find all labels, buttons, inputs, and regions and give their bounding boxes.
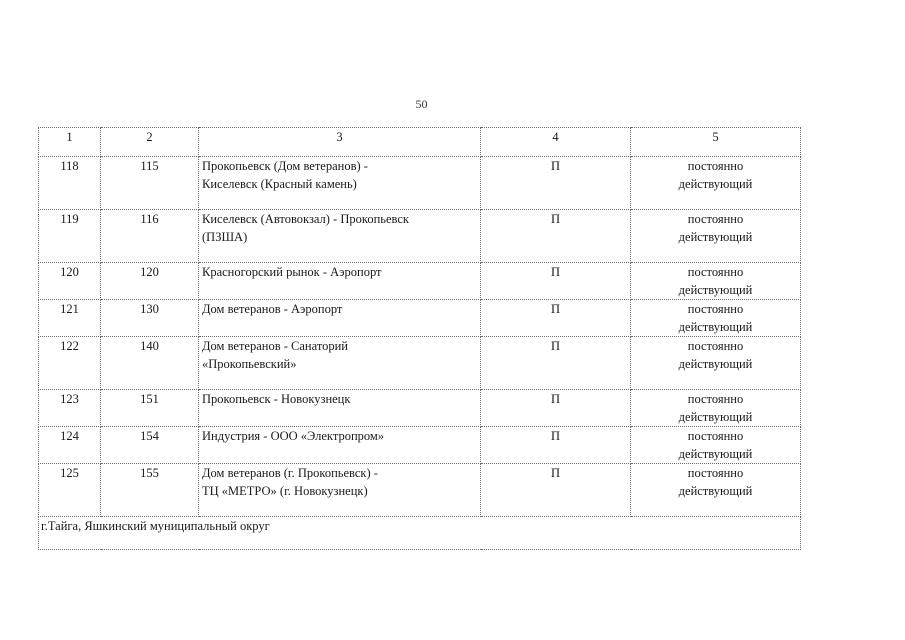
status-line-2: действующий <box>678 320 753 334</box>
route-name-line-1: Дом ветеранов - Аэропорт <box>202 302 343 316</box>
route-name <box>199 157 481 210</box>
route-name-line-1: Киселевск (Автовокзал) - Прокопьевск <box>202 212 409 226</box>
table-row <box>39 210 801 263</box>
table-row <box>39 263 801 300</box>
route-name-line-2: Киселевск (Красный камень) <box>202 177 357 191</box>
route-type: П <box>481 427 631 464</box>
page-number: 50 <box>415 97 428 111</box>
status-line-1: постоянно <box>687 392 744 406</box>
route-status <box>631 390 801 427</box>
route-status <box>631 427 801 464</box>
route-type: П <box>481 300 631 337</box>
column-header-3: 3 <box>199 128 481 157</box>
route-status <box>631 464 801 517</box>
route-number: 140 <box>101 337 199 390</box>
status-line-2: действующий <box>678 230 753 244</box>
route-type: П <box>481 390 631 427</box>
region-label: г.Тайга, Яшкинский муниципальный округ <box>39 517 801 550</box>
row-number: 118 <box>39 157 101 210</box>
route-type: П <box>481 337 631 390</box>
column-header-4: 4 <box>481 128 631 157</box>
route-number: 116 <box>101 210 199 263</box>
table-row <box>39 427 801 464</box>
status-line-1: постоянно <box>687 466 744 480</box>
table-row <box>39 337 801 390</box>
table-row <box>39 300 801 337</box>
status-line-2: действующий <box>678 447 753 461</box>
route-name-line-2: (ПЗША) <box>202 230 248 244</box>
route-type: П <box>481 210 631 263</box>
table-row <box>39 157 801 210</box>
route-number: 155 <box>101 464 199 517</box>
status-line-2: действующий <box>678 177 753 191</box>
route-name <box>199 337 481 390</box>
route-name <box>199 263 481 300</box>
route-status <box>631 337 801 390</box>
status-line-2: действующий <box>678 484 753 498</box>
route-number: 120 <box>101 263 199 300</box>
table-row <box>39 464 801 517</box>
status-line-1: постоянно <box>687 265 744 279</box>
route-name <box>199 210 481 263</box>
status-line-1: постоянно <box>687 212 744 226</box>
row-number: 119 <box>39 210 101 263</box>
route-name-line-1: Дом ветеранов (г. Прокопьевск) - <box>202 466 378 480</box>
route-number: 115 <box>101 157 199 210</box>
table-header-row <box>39 128 801 157</box>
table-row <box>39 390 801 427</box>
route-name-line-1: Прокопьевск (Дом ветеранов) - <box>202 159 368 173</box>
status-line-1: постоянно <box>687 339 744 353</box>
row-number: 120 <box>39 263 101 300</box>
route-number: 151 <box>101 390 199 427</box>
route-name <box>199 300 481 337</box>
row-number: 123 <box>39 390 101 427</box>
row-number: 125 <box>39 464 101 517</box>
route-name <box>199 464 481 517</box>
route-type: П <box>481 464 631 517</box>
row-number: 122 <box>39 337 101 390</box>
status-line-1: постоянно <box>687 302 744 316</box>
column-header-5: 5 <box>631 128 801 157</box>
route-name <box>199 390 481 427</box>
row-number: 124 <box>39 427 101 464</box>
route-status <box>631 263 801 300</box>
region-row <box>39 517 801 550</box>
status-line-1: постоянно <box>687 429 744 443</box>
status-line-2: действующий <box>678 283 753 297</box>
status-line-2: действующий <box>678 357 753 371</box>
route-number: 130 <box>101 300 199 337</box>
status-line-1: постоянно <box>687 159 744 173</box>
route-status <box>631 157 801 210</box>
route-name-line-1: Прокопьевск - Новокузнецк <box>202 392 351 406</box>
route-status <box>631 210 801 263</box>
route-type: П <box>481 157 631 210</box>
route-name-line-2: ТЦ «МЕТРО» (г. Новокузнецк) <box>202 484 368 498</box>
route-status <box>631 300 801 337</box>
route-name-line-2: «Прокопьевский» <box>202 357 297 371</box>
route-name-line-1: Дом ветеранов - Санаторий <box>202 339 348 353</box>
route-name <box>199 427 481 464</box>
routes-table <box>38 127 801 550</box>
route-type: П <box>481 263 631 300</box>
status-line-2: действующий <box>678 410 753 424</box>
row-number: 121 <box>39 300 101 337</box>
route-name-line-1: Красногорский рынок - Аэропорт <box>202 265 382 279</box>
route-number: 154 <box>101 427 199 464</box>
column-header-1: 1 <box>39 128 101 157</box>
column-header-2: 2 <box>101 128 199 157</box>
route-name-line-1: Индустрия - ООО «Электропром» <box>202 429 385 443</box>
